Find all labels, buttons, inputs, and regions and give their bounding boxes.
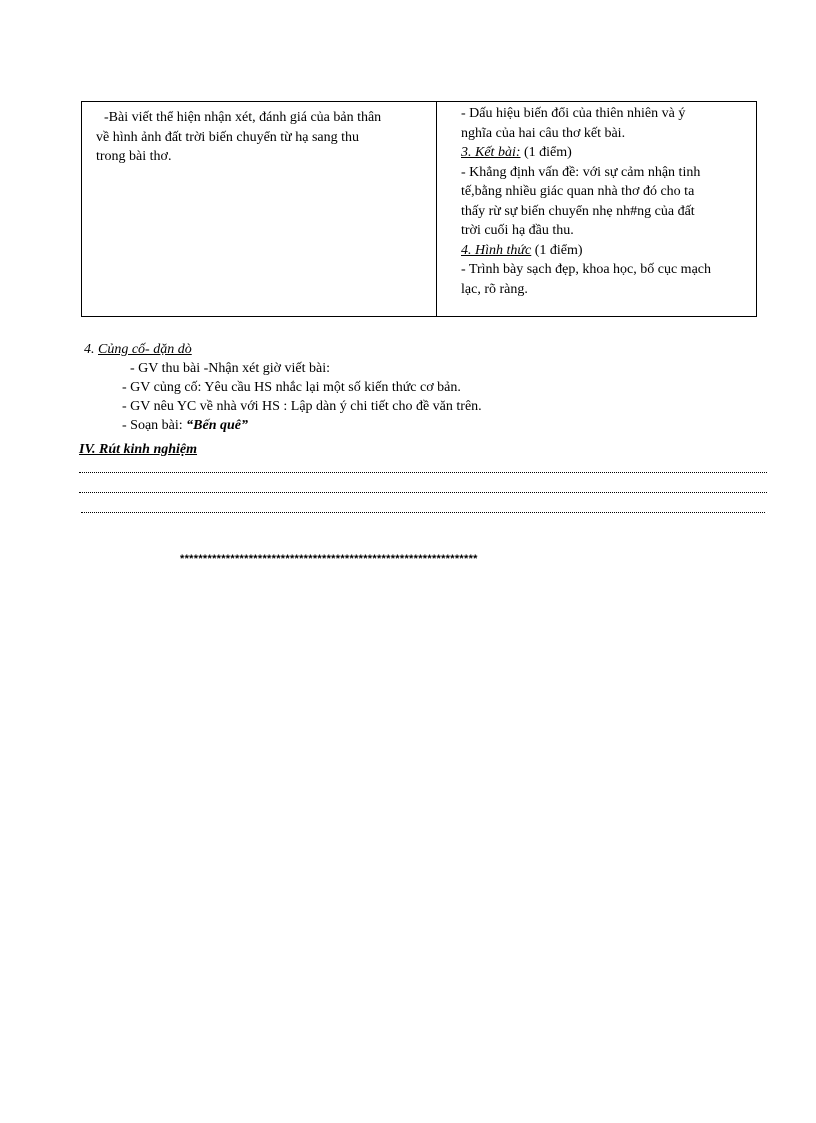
hinhthuc-heading: 4. Hình thức <box>461 242 532 258</box>
ketbai-heading: 3. Kết bài: <box>461 145 521 160</box>
section-heading <box>84 340 482 359</box>
section-number: 4. <box>84 342 98 357</box>
soan-bai-label: - Soạn bài: <box>122 418 187 433</box>
soan-bai-title: “Bến quê” <box>186 418 248 433</box>
left-line-1: -Bài viết thể hiện nhận xét, đánh giá của bản thân <box>104 110 382 125</box>
rut-kinh-nghiem-heading: IV. Rút kinh nghiệm <box>79 442 198 457</box>
section-title: Củng cố- dặn dò <box>98 342 192 357</box>
right-intro-line-2: nghĩa của hai câu thơ kết bài. <box>461 125 626 141</box>
section-line-1: - GV thu bài -Nhận xét giờ viết bài: <box>130 361 330 376</box>
table-cell-right <box>437 102 756 316</box>
content-table <box>81 101 757 317</box>
section-line-3: - GV nêu YC về nhà với HS : Lập dàn ý chi tiết cho đề văn trên. <box>122 399 482 414</box>
left-line-2: về hình ảnh đất trời biến chuyển từ hạ sang thu <box>96 129 360 145</box>
dotted-line-2 <box>79 490 767 493</box>
ketbai-score: (1 điểm) <box>520 145 572 160</box>
section-line-2: - GV củng cố: Yêu cầu HS nhắc lại một số kiến thức cơ bản. <box>122 380 461 395</box>
hinhthuc-score: (1 điểm) <box>531 242 583 258</box>
hinhthuc-line-1: - Trình bày sạch đẹp, khoa học, bố cục mạch <box>461 262 711 277</box>
ketbai-line-3: thấy rừ sự biến chuyển nhẹ nh#ng của đất <box>461 203 695 219</box>
table-cell-left <box>82 102 437 316</box>
section-line-4 <box>84 416 482 435</box>
right-intro-line-1: - Dấu hiệu biến đổi của thiên nhiên và ý <box>461 106 686 121</box>
dotted-line-1 <box>79 470 767 473</box>
ketbai-heading-row <box>461 143 746 163</box>
ketbai-line-1: - Khẳng định vấn đề: với sự cảm nhận tinh <box>461 164 701 180</box>
hinhthuc-heading-row <box>461 241 746 261</box>
ketbai-line-2: tế,bằng nhiều giác quan nhà thơ đó cho ta <box>461 184 695 199</box>
hinhthuc-line-2: lạc, rõ ràng. <box>461 281 528 297</box>
ketbai-line-4: trời cuối hạ đầu thu. <box>461 223 574 238</box>
left-line-3: trong bài thơ. <box>96 149 172 164</box>
dotted-line-3 <box>81 510 765 513</box>
separator-stars: ***************************************************************** <box>180 553 478 565</box>
section-cung-co <box>84 340 482 435</box>
